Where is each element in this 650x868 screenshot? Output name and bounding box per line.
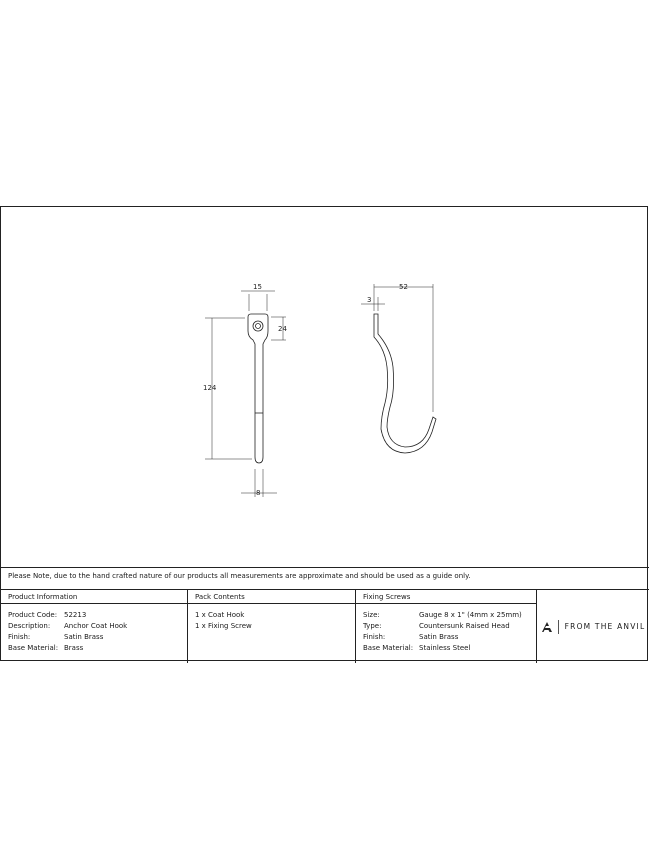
row-label: Finish:: [363, 633, 386, 641]
row-value: Satin Brass: [64, 633, 104, 641]
measurement-note: Please Note, due to the hand crafted nature of our products all measurements are approximate and should be used as a guide only.: [1, 567, 649, 589]
row-value: Brass: [64, 644, 84, 652]
row-value: Satin Brass: [419, 633, 459, 641]
technical-drawing-sheet: [0, 206, 648, 661]
fixing-hole: [253, 321, 263, 331]
row-label: Description:: [8, 622, 51, 630]
product-information-heading: Product Information: [1, 590, 187, 604]
pack-contents-panel: [188, 590, 356, 663]
pack-item: 1 x Coat Hook: [195, 611, 245, 619]
finish-row: [8, 632, 187, 643]
row-value: Countersunk Raised Head: [419, 622, 510, 630]
dim-shank: 8: [256, 489, 261, 497]
brand-name: FROM THE ANVIL: [564, 622, 646, 631]
dim-plate: 3: [367, 296, 372, 304]
row-value: 52213: [64, 611, 87, 619]
hook-front-view: [248, 314, 268, 463]
dim-hook-width: 52: [399, 283, 408, 291]
row-label: Base Material:: [363, 644, 414, 652]
fixing-screws-panel: [356, 590, 537, 663]
pack-item: 1 x Fixing Screw: [195, 622, 252, 630]
hook-drawing: [1, 207, 649, 567]
dim-eye: 24: [278, 325, 287, 333]
pack-contents-heading: Pack Contents: [188, 590, 355, 604]
hook-side-view: [374, 314, 436, 453]
product-information-panel: [1, 590, 188, 663]
dim-length: 124: [203, 384, 217, 392]
screw-size-row: [363, 610, 536, 621]
drawing-area: [1, 207, 649, 567]
dim-width-top: 15: [253, 283, 262, 291]
row-label: Type:: [363, 622, 382, 630]
row-label: Finish:: [8, 633, 31, 641]
anvil-a-logo-icon: [541, 621, 553, 633]
row-value: Gauge 8 x 1" (4mm x 25mm): [419, 611, 522, 619]
row-value: Stainless Steel: [419, 644, 471, 652]
info-table: [1, 589, 649, 662]
screw-type-row: [363, 621, 536, 632]
row-label: Base Material:: [8, 644, 59, 652]
row-label: Size:: [363, 611, 380, 619]
base-material-row: [8, 643, 187, 654]
brand-block: [537, 590, 649, 663]
screw-material-row: [363, 643, 536, 654]
screw-finish-row: [363, 632, 536, 643]
brand-separator: [558, 620, 559, 634]
row-value: Anchor Coat Hook: [64, 622, 128, 630]
fixing-screws-heading: Fixing Screws: [356, 590, 536, 604]
product-code-row: [8, 610, 187, 621]
description-row: [8, 621, 187, 632]
row-label: Product Code:: [8, 611, 58, 619]
